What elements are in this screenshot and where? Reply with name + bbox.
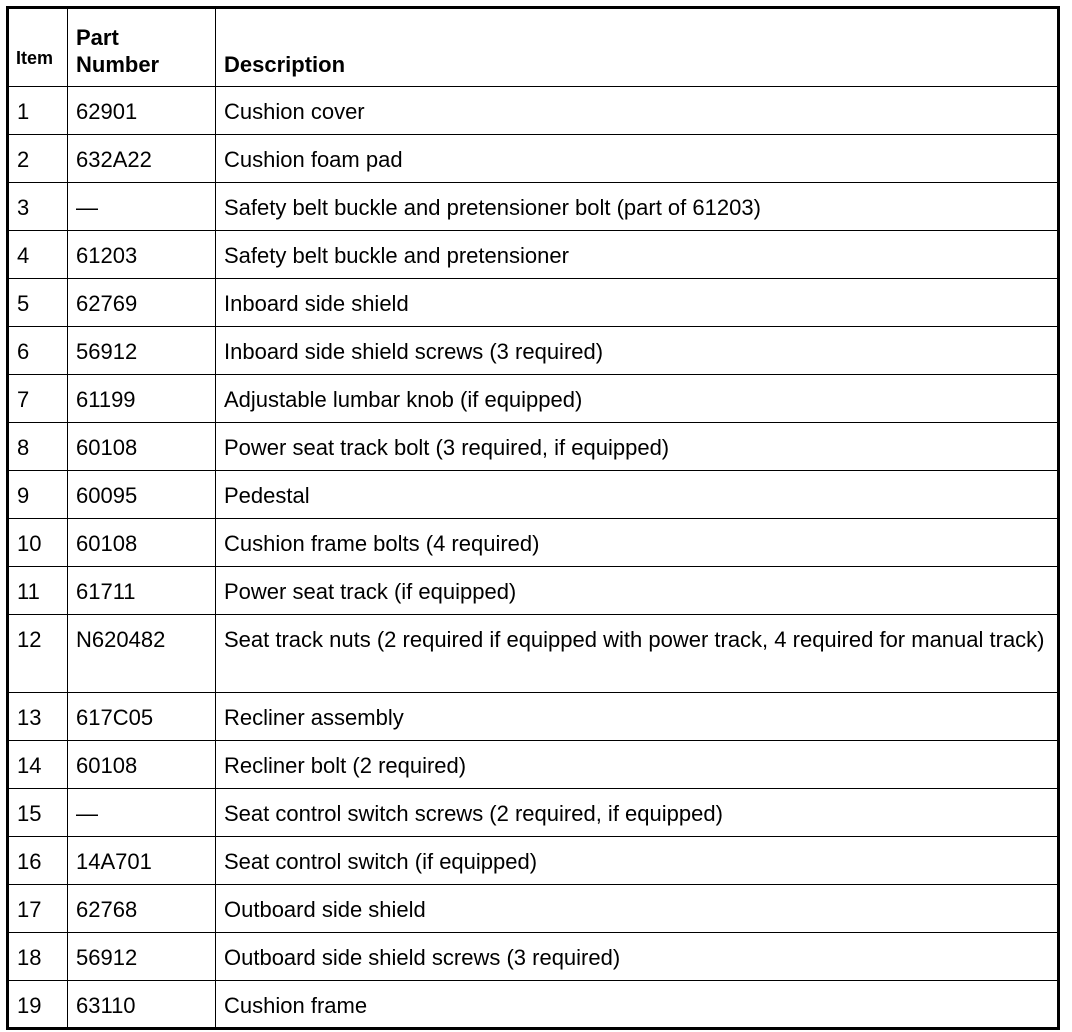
cell-description: Cushion frame bolts (4 required) xyxy=(216,519,1059,567)
cell-description: Cushion foam pad xyxy=(216,135,1059,183)
cell-part-number: 60108 xyxy=(68,519,216,567)
cell-description: Inboard side shield xyxy=(216,279,1059,327)
cell-description: Safety belt buckle and pretensioner bolt (part of 61203) xyxy=(216,183,1059,231)
cell-description: Pedestal xyxy=(216,471,1059,519)
cell-item: 12 xyxy=(8,615,68,693)
header-part-number-line1: Part xyxy=(76,25,119,50)
cell-item: 14 xyxy=(8,741,68,789)
cell-description: Outboard side shield screws (3 required) xyxy=(216,933,1059,981)
header-item: Item xyxy=(8,8,68,87)
cell-description: Power seat track (if equipped) xyxy=(216,567,1059,615)
header-part-number-line2: Number xyxy=(76,52,160,77)
cell-part-number: 632A22 xyxy=(68,135,216,183)
cell-part-number: 60095 xyxy=(68,471,216,519)
table-row xyxy=(8,693,1059,741)
cell-description: Seat control switch screws (2 required, if equipped) xyxy=(216,789,1059,837)
cell-description: Inboard side shield screws (3 required) xyxy=(216,327,1059,375)
cell-item: 17 xyxy=(8,885,68,933)
cell-item: 18 xyxy=(8,933,68,981)
cell-part-number: 60108 xyxy=(68,741,216,789)
table-row xyxy=(8,183,1059,231)
cell-description: Cushion cover xyxy=(216,87,1059,135)
cell-description: Recliner assembly xyxy=(216,693,1059,741)
cell-part-number: — xyxy=(68,789,216,837)
table-row xyxy=(8,375,1059,423)
cell-part-number: 60108 xyxy=(68,423,216,471)
cell-part-number: 617C05 xyxy=(68,693,216,741)
table-row xyxy=(8,471,1059,519)
table-row xyxy=(8,567,1059,615)
cell-part-number: 56912 xyxy=(68,933,216,981)
table-row xyxy=(8,981,1059,1029)
parts-table xyxy=(6,6,1060,1030)
cell-item: 4 xyxy=(8,231,68,279)
cell-item: 5 xyxy=(8,279,68,327)
cell-item: 6 xyxy=(8,327,68,375)
cell-item: 8 xyxy=(8,423,68,471)
cell-description: Power seat track bolt (3 required, if equipped) xyxy=(216,423,1059,471)
table-row xyxy=(8,885,1059,933)
cell-part-number: N620482 xyxy=(68,615,216,693)
table-row xyxy=(8,423,1059,471)
table-row xyxy=(8,933,1059,981)
cell-description: Safety belt buckle and pretensioner xyxy=(216,231,1059,279)
cell-part-number: 63110 xyxy=(68,981,216,1029)
table-row xyxy=(8,231,1059,279)
cell-part-number: 62901 xyxy=(68,87,216,135)
table-row xyxy=(8,741,1059,789)
table-row xyxy=(8,615,1059,693)
cell-item: 3 xyxy=(8,183,68,231)
cell-item: 2 xyxy=(8,135,68,183)
table-row xyxy=(8,135,1059,183)
cell-part-number: 14A701 xyxy=(68,837,216,885)
cell-part-number: 62769 xyxy=(68,279,216,327)
table-row xyxy=(8,519,1059,567)
cell-item: 13 xyxy=(8,693,68,741)
cell-description: Adjustable lumbar knob (if equipped) xyxy=(216,375,1059,423)
cell-item: 19 xyxy=(8,981,68,1029)
cell-description: Seat control switch (if equipped) xyxy=(216,837,1059,885)
table-row xyxy=(8,837,1059,885)
cell-description: Cushion frame xyxy=(216,981,1059,1029)
cell-item: 1 xyxy=(8,87,68,135)
cell-description: Outboard side shield xyxy=(216,885,1059,933)
cell-part-number: 61203 xyxy=(68,231,216,279)
header-part-number xyxy=(68,8,216,87)
cell-part-number: — xyxy=(68,183,216,231)
table-row xyxy=(8,789,1059,837)
cell-part-number: 61711 xyxy=(68,567,216,615)
cell-item: 10 xyxy=(8,519,68,567)
cell-description: Recliner bolt (2 required) xyxy=(216,741,1059,789)
table-row xyxy=(8,327,1059,375)
cell-item: 11 xyxy=(8,567,68,615)
cell-item: 9 xyxy=(8,471,68,519)
cell-part-number: 61199 xyxy=(68,375,216,423)
table-header-row xyxy=(8,8,1059,87)
table-row xyxy=(8,279,1059,327)
cell-part-number: 56912 xyxy=(68,327,216,375)
header-description: Description xyxy=(216,8,1059,87)
cell-item: 15 xyxy=(8,789,68,837)
table-row xyxy=(8,87,1059,135)
cell-part-number: 62768 xyxy=(68,885,216,933)
cell-item: 16 xyxy=(8,837,68,885)
cell-item: 7 xyxy=(8,375,68,423)
cell-description: Seat track nuts (2 required if equipped with power track, 4 required for manual track) xyxy=(216,615,1059,693)
